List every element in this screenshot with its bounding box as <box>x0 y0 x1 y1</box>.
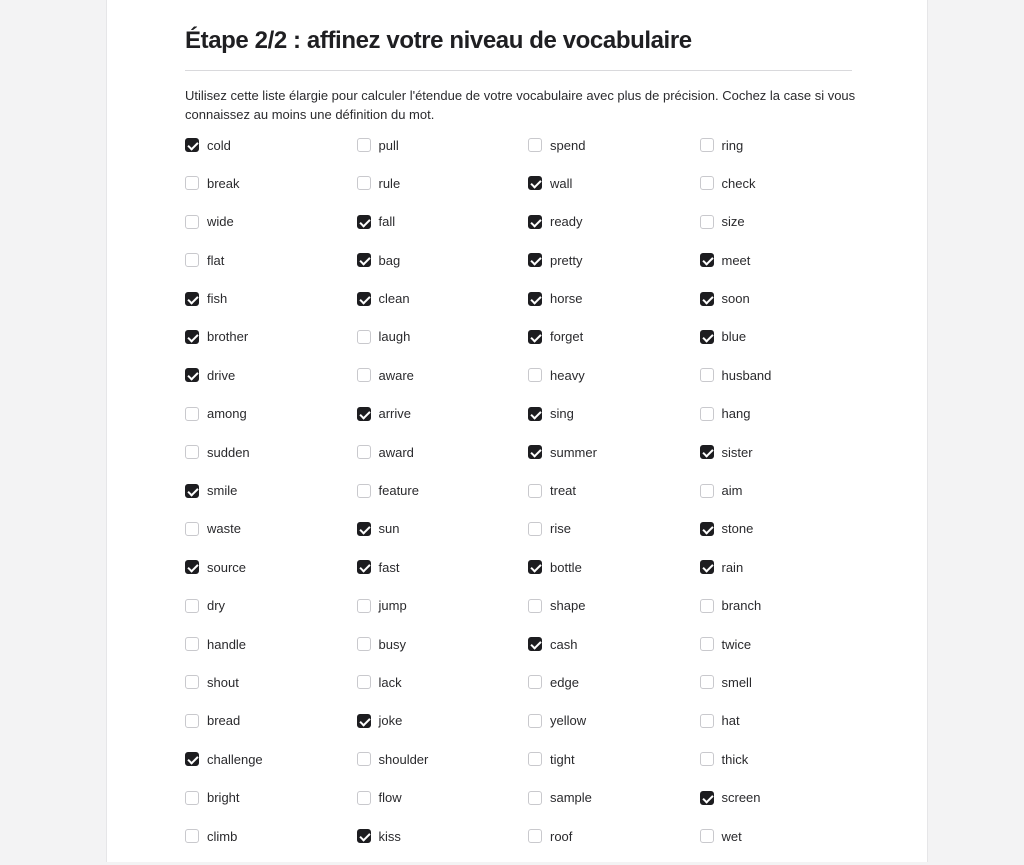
word-option-ring[interactable] <box>700 136 872 154</box>
word-label: size <box>721 214 745 230</box>
word-label: roof <box>550 828 573 844</box>
word-label: shape <box>550 598 586 614</box>
checkbox-unchecked[interactable] <box>357 368 371 382</box>
word-label: soon <box>721 291 750 307</box>
checkbox-checked[interactable] <box>185 484 199 498</box>
word-label: wide <box>207 214 234 230</box>
word-label: fish <box>207 291 228 307</box>
word-option-waste[interactable] <box>185 520 357 538</box>
word-label: flow <box>378 790 402 806</box>
word-label: ring <box>721 137 744 153</box>
checkbox-unchecked[interactable] <box>357 637 371 651</box>
checkbox-unchecked[interactable] <box>700 407 714 421</box>
word-option-twice[interactable] <box>700 635 872 653</box>
checkbox-checked[interactable] <box>700 522 714 536</box>
word-label: stone <box>721 521 754 537</box>
checkbox-checked[interactable] <box>357 253 371 267</box>
word-label: wall <box>550 175 573 191</box>
word-label: pretty <box>550 252 583 268</box>
word-option-aim[interactable] <box>700 482 872 500</box>
word-option-break[interactable] <box>185 174 357 192</box>
word-label: fast <box>378 559 400 575</box>
checkbox-checked[interactable] <box>700 560 714 574</box>
word-option-smile[interactable] <box>185 482 357 500</box>
word-option-soon[interactable] <box>700 290 872 308</box>
checkbox-unchecked[interactable] <box>700 138 714 152</box>
word-option-brother[interactable] <box>185 328 357 346</box>
checkbox-checked[interactable] <box>185 752 199 766</box>
word-label: sing <box>550 406 574 422</box>
word-label: meet <box>721 252 751 268</box>
page-title: Étape 2/2 : affinez votre niveau de vocabulaire <box>185 27 692 54</box>
word-label: sample <box>550 790 592 806</box>
word-option-shape[interactable] <box>528 597 700 615</box>
word-option-cold[interactable] <box>185 136 357 154</box>
word-option-horse[interactable] <box>528 290 700 308</box>
word-label: screen <box>721 790 761 806</box>
word-label: sudden <box>207 444 250 460</box>
word-label: feature <box>378 483 419 499</box>
word-label: flat <box>207 252 225 268</box>
checkbox-checked[interactable] <box>357 292 371 306</box>
word-label: award <box>378 444 414 460</box>
word-label: smell <box>721 674 752 690</box>
word-label: rule <box>378 175 401 191</box>
checkbox-unchecked[interactable] <box>185 675 199 689</box>
checkbox-unchecked[interactable] <box>357 138 371 152</box>
word-label: yellow <box>550 713 587 729</box>
checkbox-unchecked[interactable] <box>357 176 371 190</box>
word-option-spend[interactable] <box>528 136 700 154</box>
checkbox-unchecked[interactable] <box>528 752 542 766</box>
word-option-stone[interactable] <box>700 520 872 538</box>
word-option-busy[interactable] <box>357 635 529 653</box>
checkbox-checked[interactable] <box>357 560 371 574</box>
checkbox-checked[interactable] <box>700 253 714 267</box>
checkbox-unchecked[interactable] <box>185 253 199 267</box>
word-option-wall[interactable] <box>528 174 700 192</box>
title-divider <box>185 70 852 71</box>
word-option-among[interactable] <box>185 405 357 423</box>
checkbox-unchecked[interactable] <box>357 330 371 344</box>
word-label: rise <box>550 521 571 537</box>
word-option-pull[interactable] <box>357 136 529 154</box>
word-label: edge <box>550 674 579 690</box>
word-option-pretty[interactable] <box>528 251 700 269</box>
word-option-rain[interactable] <box>700 558 872 576</box>
word-option-fish[interactable] <box>185 290 357 308</box>
word-label: shoulder <box>378 751 429 767</box>
checkbox-unchecked[interactable] <box>357 484 371 498</box>
word-option-shoulder[interactable] <box>357 750 529 768</box>
checkbox-checked[interactable] <box>185 560 199 574</box>
word-label: waste <box>207 521 241 537</box>
checkbox-checked[interactable] <box>185 138 199 152</box>
checkbox-unchecked[interactable] <box>357 752 371 766</box>
word-label: lack <box>378 674 402 690</box>
word-label: kiss <box>378 828 401 844</box>
checkbox-unchecked[interactable] <box>700 215 714 229</box>
checkbox-unchecked[interactable] <box>700 675 714 689</box>
word-option-fast[interactable] <box>357 558 529 576</box>
word-option-drive[interactable] <box>185 366 357 384</box>
checkbox-unchecked[interactable] <box>357 445 371 459</box>
word-option-aware[interactable] <box>357 366 529 384</box>
word-label: thick <box>721 751 749 767</box>
word-option-sing[interactable] <box>528 405 700 423</box>
word-option-rise[interactable] <box>528 520 700 538</box>
word-option-hang[interactable] <box>700 405 872 423</box>
checkbox-unchecked[interactable] <box>185 829 199 843</box>
word-option-arrive[interactable] <box>357 405 529 423</box>
checkbox-checked[interactable] <box>185 368 199 382</box>
word-label: summer <box>550 444 597 460</box>
checkbox-checked[interactable] <box>357 407 371 421</box>
word-option-kiss[interactable] <box>357 827 529 845</box>
checkbox-checked[interactable] <box>185 292 199 306</box>
vocabulary-card <box>106 0 928 862</box>
checkbox-checked[interactable] <box>700 791 714 805</box>
word-label: sun <box>378 521 400 537</box>
word-option-cash[interactable] <box>528 635 700 653</box>
word-label: handle <box>207 636 247 652</box>
word-option-bright[interactable] <box>185 789 357 807</box>
checkbox-checked[interactable] <box>357 215 371 229</box>
checkbox-unchecked[interactable] <box>528 138 542 152</box>
word-label: cold <box>207 137 231 153</box>
word-label: brother <box>207 329 249 345</box>
checkbox-checked[interactable] <box>357 829 371 843</box>
word-option-meet[interactable] <box>700 251 872 269</box>
checkbox-unchecked[interactable] <box>700 829 714 843</box>
word-option-jump[interactable] <box>357 597 529 615</box>
instructions-text: Utilisez cette liste élargie pour calculer l'étendue de votre vocabulaire avec plus de précision. Cochez la case si vous connaissez au moins une définition du mot. <box>185 88 856 122</box>
word-label: clean <box>378 291 410 307</box>
word-option-source[interactable] <box>185 558 357 576</box>
word-label: horse <box>550 291 583 307</box>
checkbox-checked[interactable] <box>528 637 542 651</box>
checkbox-checked[interactable] <box>185 330 199 344</box>
word-label: hang <box>721 406 751 422</box>
checkbox-unchecked[interactable] <box>700 368 714 382</box>
word-option-laugh[interactable] <box>357 328 529 346</box>
checkbox-checked[interactable] <box>528 330 542 344</box>
word-label: jump <box>378 598 407 614</box>
word-option-heavy[interactable] <box>528 366 700 384</box>
checkbox-unchecked[interactable] <box>528 791 542 805</box>
checkbox-unchecked[interactable] <box>185 445 199 459</box>
word-option-climb[interactable] <box>185 827 357 845</box>
checkbox-unchecked[interactable] <box>185 176 199 190</box>
checkbox-checked[interactable] <box>528 445 542 459</box>
word-option-check[interactable] <box>700 174 872 192</box>
word-option-branch[interactable] <box>700 597 872 615</box>
word-label: aim <box>721 483 743 499</box>
word-option-ready[interactable] <box>528 213 700 231</box>
word-option-edge[interactable] <box>528 673 700 691</box>
word-label: climb <box>207 828 238 844</box>
checkbox-unchecked[interactable] <box>528 675 542 689</box>
word-label: ready <box>550 214 583 230</box>
word-option-dry[interactable] <box>185 597 357 615</box>
checkbox-unchecked[interactable] <box>700 599 714 613</box>
word-option-treat[interactable] <box>528 482 700 500</box>
word-label: treat <box>550 483 577 499</box>
word-label: fall <box>378 214 396 230</box>
word-option-clean[interactable] <box>357 290 529 308</box>
word-option-hat[interactable] <box>700 712 872 730</box>
word-label: twice <box>721 636 752 652</box>
word-label: bottle <box>550 559 582 575</box>
word-option-lack[interactable] <box>357 673 529 691</box>
word-option-joke[interactable] <box>357 712 529 730</box>
word-label: heavy <box>550 367 585 383</box>
word-option-feature[interactable] <box>357 482 529 500</box>
word-label: smile <box>207 483 238 499</box>
word-label: branch <box>721 598 762 614</box>
word-label: laugh <box>378 329 411 345</box>
word-option-sample[interactable] <box>528 789 700 807</box>
checkbox-checked[interactable] <box>528 253 542 267</box>
word-label: joke <box>378 713 403 729</box>
word-label: busy <box>378 636 406 652</box>
checkbox-checked[interactable] <box>700 292 714 306</box>
word-label: arrive <box>378 406 412 422</box>
checkbox-unchecked[interactable] <box>357 791 371 805</box>
word-option-thick[interactable] <box>700 750 872 768</box>
word-option-husband[interactable] <box>700 366 872 384</box>
word-option-tight[interactable] <box>528 750 700 768</box>
word-label: dry <box>207 598 226 614</box>
word-option-screen[interactable] <box>700 789 872 807</box>
word-option-flat[interactable] <box>185 251 357 269</box>
word-option-wide[interactable] <box>185 213 357 231</box>
word-label: bread <box>207 713 241 729</box>
checkbox-unchecked[interactable] <box>700 714 714 728</box>
checkbox-unchecked[interactable] <box>185 791 199 805</box>
word-option-blue[interactable] <box>700 328 872 346</box>
word-label: wet <box>721 828 742 844</box>
word-option-roof[interactable] <box>528 827 700 845</box>
word-label: among <box>207 406 247 422</box>
word-option-rule[interactable] <box>357 174 529 192</box>
checkbox-checked[interactable] <box>357 522 371 536</box>
word-label: sister <box>721 444 753 460</box>
word-label: tight <box>550 751 575 767</box>
word-option-sudden[interactable] <box>185 443 357 461</box>
word-option-sister[interactable] <box>700 443 872 461</box>
checkbox-unchecked[interactable] <box>185 599 199 613</box>
checkbox-checked[interactable] <box>357 714 371 728</box>
checkbox-unchecked[interactable] <box>700 637 714 651</box>
word-option-fall[interactable] <box>357 213 529 231</box>
checkbox-unchecked[interactable] <box>185 522 199 536</box>
word-option-shout[interactable] <box>185 673 357 691</box>
word-option-bag[interactable] <box>357 251 529 269</box>
checkbox-unchecked[interactable] <box>185 714 199 728</box>
checkbox-unchecked[interactable] <box>357 675 371 689</box>
checkbox-checked[interactable] <box>528 176 542 190</box>
checkbox-unchecked[interactable] <box>185 407 199 421</box>
checkbox-unchecked[interactable] <box>528 829 542 843</box>
checkbox-unchecked[interactable] <box>528 599 542 613</box>
checkbox-checked[interactable] <box>528 407 542 421</box>
checkbox-unchecked[interactable] <box>700 176 714 190</box>
checkbox-unchecked[interactable] <box>528 368 542 382</box>
word-option-smell[interactable] <box>700 673 872 691</box>
word-option-sun[interactable] <box>357 520 529 538</box>
word-label: source <box>207 559 247 575</box>
word-option-award[interactable] <box>357 443 529 461</box>
word-label: drive <box>207 367 236 383</box>
checkbox-unchecked[interactable] <box>700 484 714 498</box>
word-option-wet[interactable] <box>700 827 872 845</box>
word-label: aware <box>378 367 414 383</box>
word-option-flow[interactable] <box>357 789 529 807</box>
word-label: break <box>207 175 240 191</box>
word-option-size[interactable] <box>700 213 872 231</box>
word-label: shout <box>207 674 239 690</box>
word-label: spend <box>550 137 586 153</box>
word-option-bottle[interactable] <box>528 558 700 576</box>
word-label: bright <box>207 790 240 806</box>
word-option-yellow[interactable] <box>528 712 700 730</box>
word-label: forget <box>550 329 584 345</box>
word-label: bag <box>378 252 401 268</box>
checkbox-checked[interactable] <box>528 215 542 229</box>
checkbox-unchecked[interactable] <box>700 752 714 766</box>
checkbox-unchecked[interactable] <box>528 714 542 728</box>
checkbox-checked[interactable] <box>528 292 542 306</box>
word-option-challenge[interactable] <box>185 750 357 768</box>
word-label: rain <box>721 559 744 575</box>
checkbox-unchecked[interactable] <box>357 599 371 613</box>
checkbox-unchecked[interactable] <box>528 522 542 536</box>
checkbox-unchecked[interactable] <box>528 484 542 498</box>
checkbox-unchecked[interactable] <box>185 215 199 229</box>
word-checkbox-grid <box>185 136 875 865</box>
checkbox-checked[interactable] <box>700 445 714 459</box>
word-option-summer[interactable] <box>528 443 700 461</box>
word-option-bread[interactable] <box>185 712 357 730</box>
checkbox-unchecked[interactable] <box>185 637 199 651</box>
word-option-forget[interactable] <box>528 328 700 346</box>
word-label: pull <box>378 137 399 153</box>
word-label: hat <box>721 713 740 729</box>
checkbox-checked[interactable] <box>700 330 714 344</box>
word-label: check <box>721 175 756 191</box>
word-label: challenge <box>207 751 263 767</box>
word-label: husband <box>721 367 772 383</box>
checkbox-checked[interactable] <box>528 560 542 574</box>
word-option-handle[interactable] <box>185 635 357 653</box>
word-label: blue <box>721 329 747 345</box>
word-label: cash <box>550 636 578 652</box>
